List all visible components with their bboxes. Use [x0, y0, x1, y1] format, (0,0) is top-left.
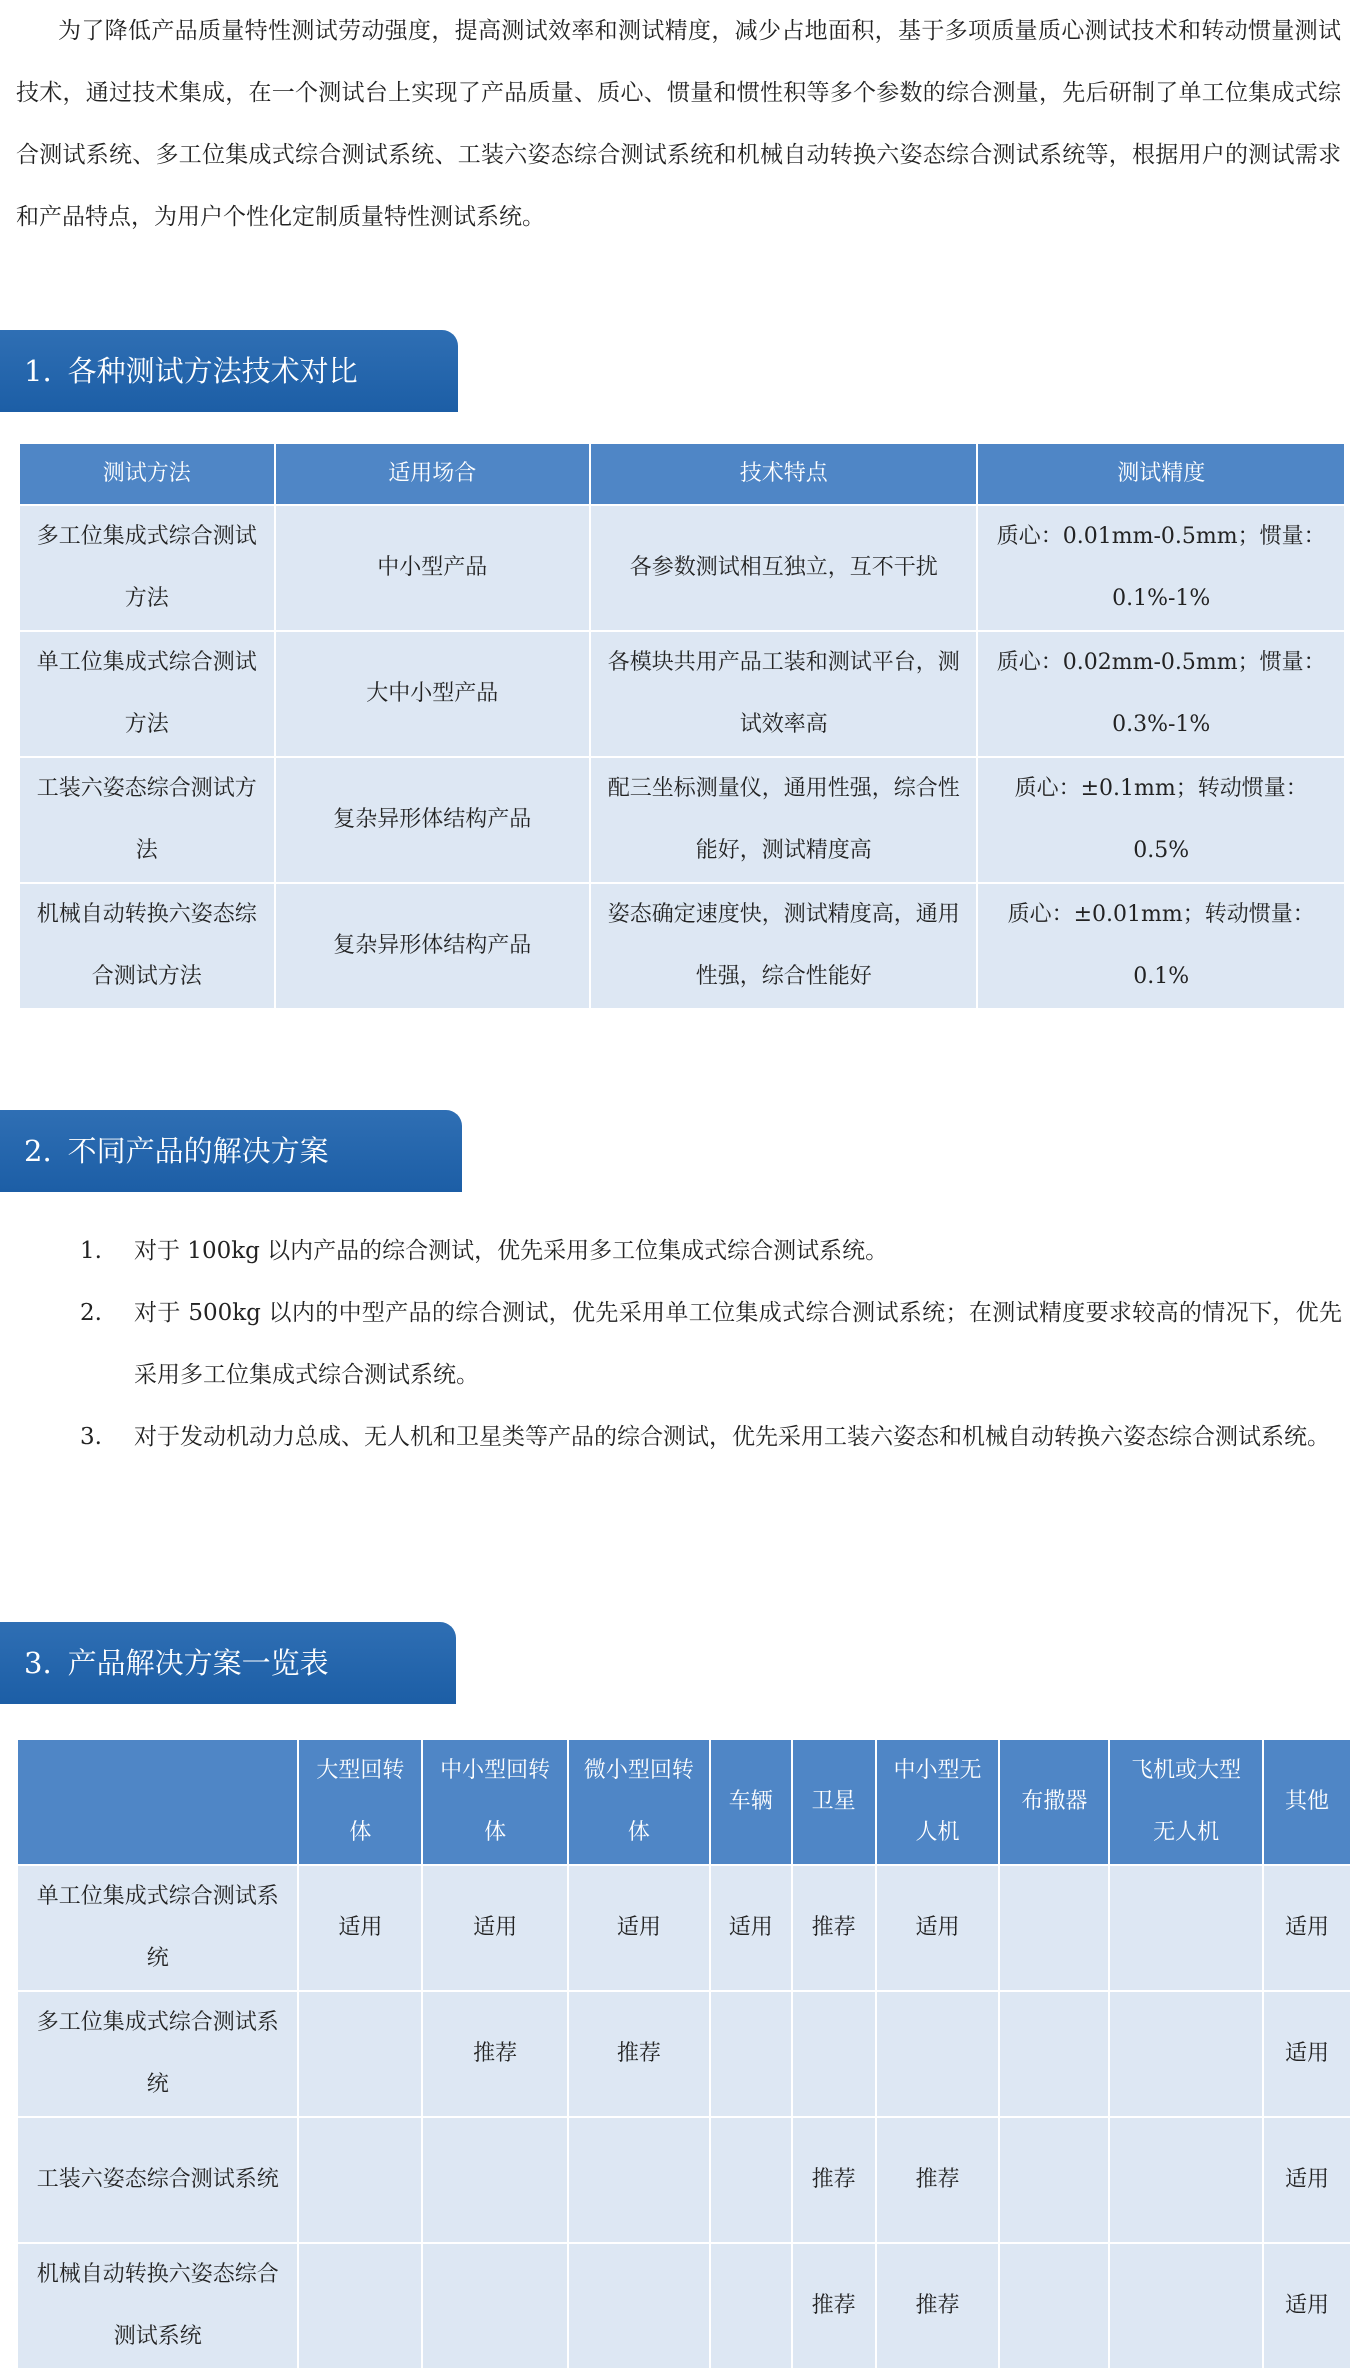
list-item-text: 对于发动机动力总成、无人机和卫星类等产品的综合测试，优先采用工装六姿态和机械自动转换六姿态综合测试系统。 [134, 1424, 1330, 1450]
table-header-row [19, 443, 1345, 505]
table-header-cell: 技术特点 [590, 443, 977, 505]
table-cell: 推荐 [876, 2117, 1000, 2243]
table-cell: 推荐 [876, 2243, 1000, 2369]
list-item [0, 1282, 1360, 1406]
table-cell: 推荐 [568, 1991, 710, 2117]
feature-cell: 姿态确定速度快，测试精度高，通用性强，综合性能好 [590, 883, 977, 1009]
table-cell [568, 2117, 710, 2243]
table-cell [876, 1991, 1000, 2117]
solution-list [0, 1220, 1360, 1468]
precision-cell: 质心：±0.01mm；转动惯量：0.1% [977, 883, 1345, 1009]
table-cell: 推荐 [792, 2117, 876, 2243]
scene-cell: 复杂异形体结构产品 [275, 757, 590, 883]
table-row [19, 631, 1345, 757]
scene-cell: 中小型产品 [275, 505, 590, 631]
table-row [19, 883, 1345, 1009]
table-cell: 适用 [568, 1865, 710, 1991]
scene-cell: 复杂异形体结构产品 [275, 883, 590, 1009]
table-header-cell: 测试方法 [19, 443, 275, 505]
scene-cell: 大中小型产品 [275, 631, 590, 757]
table-header-cell: 测试精度 [977, 443, 1345, 505]
table-row [17, 2117, 1351, 2243]
list-item-text: 对于 100kg 以内产品的综合测试，优先采用多工位集成式综合测试系统。 [134, 1238, 889, 1264]
table-header-cell: 适用场合 [275, 443, 590, 505]
section-3-title [0, 1622, 456, 1704]
table-header-cell: 布撒器 [999, 1739, 1109, 1865]
table-cell [710, 1991, 792, 2117]
table-cell: 适用 [876, 1865, 1000, 1991]
precision-cell: 质心：0.02mm-0.5mm；惯量：0.3%-1% [977, 631, 1345, 757]
table-cell: 适用 [1263, 2117, 1351, 2243]
table-cell [999, 1865, 1109, 1991]
list-item-text: 对于 500kg 以内的中型产品的综合测试，优先采用单工位集成式综合测试系统；在测试精度要求较高的情况下，优先采用多工位集成式综合测试系统。 [134, 1300, 1342, 1388]
table-cell [999, 1991, 1109, 2117]
list-item-number: 1. [80, 1238, 102, 1264]
table-header-cell: 大型回转体 [298, 1739, 422, 1865]
table-cell: 适用 [422, 1865, 568, 1991]
table-cell: 适用 [1263, 1991, 1351, 2117]
table-cell [792, 1991, 876, 2117]
list-item-number: 2. [80, 1300, 102, 1326]
method-cell: 单工位集成式综合测试方法 [19, 631, 275, 757]
table-header-cell: 车辆 [710, 1739, 792, 1865]
system-name-cell: 工装六姿态综合测试系统 [17, 2117, 298, 2243]
table-cell [298, 2117, 422, 2243]
table-header-cell: 其他 [1263, 1739, 1351, 1865]
table-cell: 推荐 [422, 1991, 568, 2117]
feature-cell: 各参数测试相互独立，互不干扰 [590, 505, 977, 631]
intro-paragraph: 为了降低产品质量特性测试劳动强度，提高测试效率和测试精度，减少占地面积，基于多项质量质心测试技术和转动惯量测试技术，通过技术集成，在一个测试台上实现了产品质量、质心、惯量和惯性积等多个参数的综合测量，先后研制了单工位集成式综合测试系统、多工位集成式综合测试系统、工装六姿态综合测试系统和机械自动转换六姿态综合测试系统等，根据用户的测试需求和产品特点，为用户个性化定制质量特性测试系统。 [16, 18, 1341, 230]
table-cell [710, 2243, 792, 2369]
table-cell [422, 2243, 568, 2369]
method-comparison-table [18, 442, 1346, 1010]
table-header-cell: 微小型回转体 [568, 1739, 710, 1865]
table-cell [298, 1991, 422, 2117]
section-1-title-text: 各种测试方法技术对比 [67, 354, 358, 388]
table-header-row [17, 1739, 1351, 1865]
table-header-cell: 卫星 [792, 1739, 876, 1865]
table-header-cell: 中小型无人机 [876, 1739, 1000, 1865]
table-cell [1109, 2117, 1263, 2243]
table-row [17, 1865, 1351, 1991]
table-cell: 适用 [298, 1865, 422, 1991]
table-header-cell: 飞机或大型无人机 [1109, 1739, 1263, 1865]
table-row [19, 505, 1345, 631]
table-row [17, 1991, 1351, 2117]
table-row [17, 2243, 1351, 2369]
system-name-cell: 机械自动转换六姿态综合测试系统 [17, 2243, 298, 2369]
table-cell [298, 2243, 422, 2369]
table-cell [999, 2117, 1109, 2243]
section-2-number: 2. [24, 1134, 52, 1168]
system-name-cell: 单工位集成式综合测试系统 [17, 1865, 298, 1991]
list-item [0, 1220, 1360, 1282]
method-cell: 工装六姿态综合测试方法 [19, 757, 275, 883]
table-cell [1109, 1991, 1263, 2117]
table-cell: 推荐 [792, 2243, 876, 2369]
table-cell: 适用 [710, 1865, 792, 1991]
section-3-title-text: 产品解决方案一览表 [67, 1646, 329, 1680]
table-header-cell [17, 1739, 298, 1865]
list-item [0, 1406, 1360, 1468]
precision-cell: 质心：0.01mm-0.5mm；惯量：0.1%-1% [977, 505, 1345, 631]
precision-cell: 质心：±0.1mm；转动惯量：0.5% [977, 757, 1345, 883]
method-cell: 机械自动转换六姿态综合测试方法 [19, 883, 275, 1009]
table-cell [1109, 1865, 1263, 1991]
product-solution-table [16, 1738, 1352, 2370]
list-item-number: 3. [80, 1424, 102, 1450]
section-1-number: 1. [24, 354, 52, 388]
table-cell [422, 2117, 568, 2243]
section-1-title [0, 330, 458, 412]
table-cell: 推荐 [792, 1865, 876, 1991]
feature-cell: 各模块共用产品工装和测试平台，测试效率高 [590, 631, 977, 757]
table-row [19, 757, 1345, 883]
section-2-title-text: 不同产品的解决方案 [67, 1134, 329, 1168]
table-cell [710, 2117, 792, 2243]
table-cell: 适用 [1263, 2243, 1351, 2369]
method-cell: 多工位集成式综合测试方法 [19, 505, 275, 631]
table-cell [1109, 2243, 1263, 2369]
section-2-title [0, 1110, 462, 1192]
table-cell: 适用 [1263, 1865, 1351, 1991]
system-name-cell: 多工位集成式综合测试系统 [17, 1991, 298, 2117]
table-cell [568, 2243, 710, 2369]
feature-cell: 配三坐标测量仪，通用性强，综合性能好，测试精度高 [590, 757, 977, 883]
table-cell [999, 2243, 1109, 2369]
section-3-number: 3. [24, 1646, 52, 1680]
table-header-cell: 中小型回转体 [422, 1739, 568, 1865]
